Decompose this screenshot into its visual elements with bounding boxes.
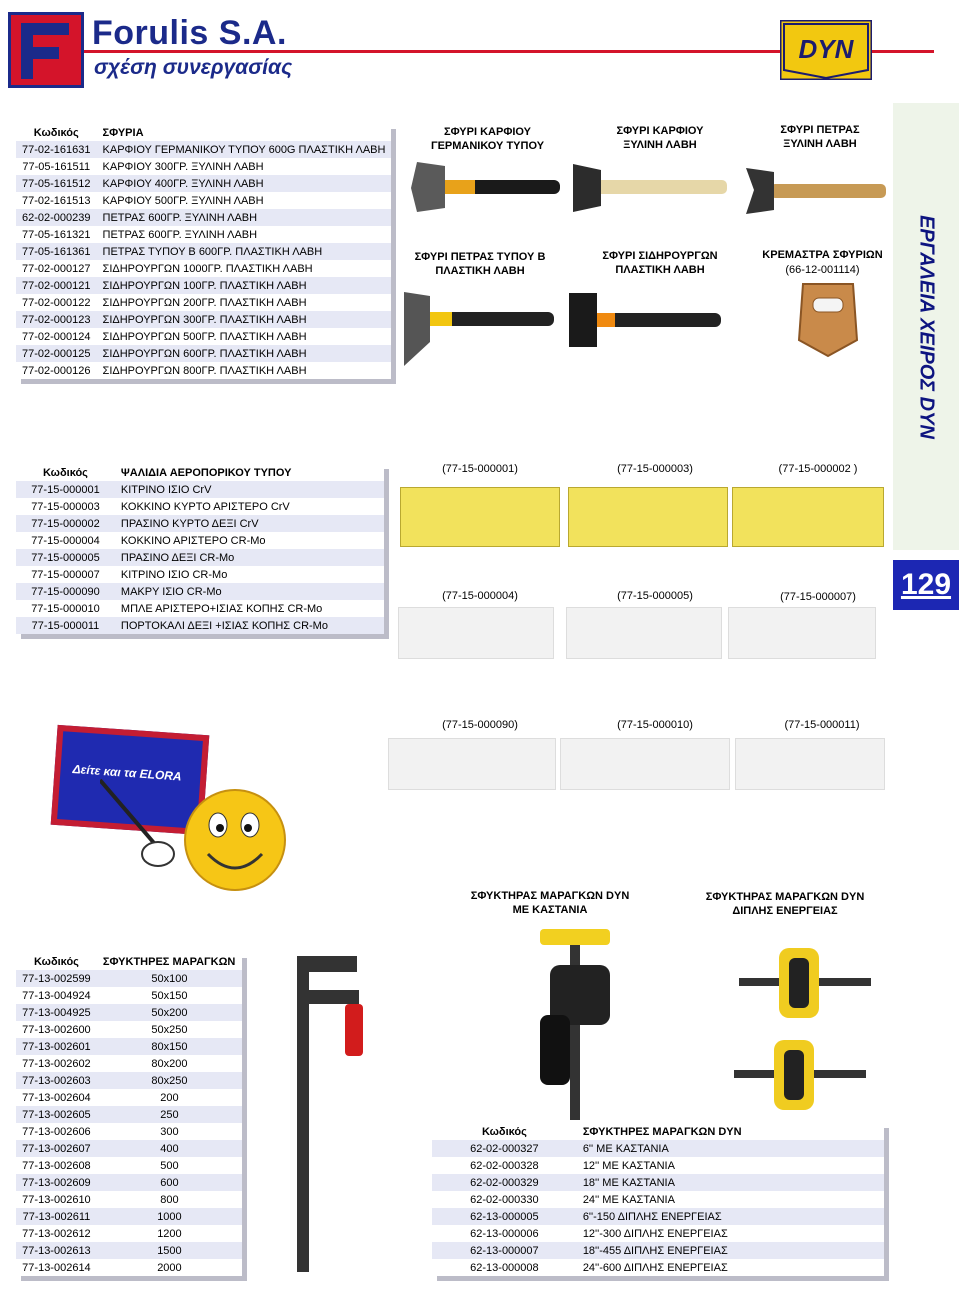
table-row <box>16 987 242 1004</box>
cell-description: ΠΡΑΣΙΝΟ ΔΕΞΙ CR-Mo <box>115 549 384 566</box>
col-header-code: Κωδικός <box>16 953 97 970</box>
cell-code: 62-02-000239 <box>16 209 97 226</box>
cell-code: 77-13-002602 <box>16 1055 97 1072</box>
german-hammer-image <box>405 152 565 222</box>
clamps-table <box>16 953 242 1276</box>
col-header-name: ΣΦΥΚΤΗΡΕΣ ΜΑΡΑΓΚΩΝ <box>97 953 242 970</box>
cell-description: ΠΟΡΤΟΚΑΛΙ ΔΕΞΙ +ΙΣΙΑΣ ΚΟΠΗΣ CR-Mo <box>115 617 384 634</box>
table-row <box>16 243 391 260</box>
category-title: ΕΡΓΑΛΕΙΑ ΧΕΙΡΟΣ DYN <box>915 214 938 439</box>
cell-code: 62-13-000008 <box>432 1259 577 1276</box>
ratchet-clamp-image <box>520 925 630 1125</box>
cell-description: ΜΑΚΡΥ ΙΣΙΟ CR-Mo <box>115 583 384 600</box>
cell-description: ΣΙΔΗΡΟΥΡΓΩΝ 1000ΓΡ. ΠΛΑΣΤΙΚΗ ΛΑΒΗ <box>97 260 392 277</box>
snips-caption: (77-15-000090) <box>442 719 518 731</box>
cell-description: 12'' ΜΕ ΚΑΣΤΑΝΙΑ <box>577 1157 884 1174</box>
table-row <box>16 1004 242 1021</box>
cell-code: 62-13-000005 <box>432 1208 577 1225</box>
table-row <box>16 260 391 277</box>
col-header-code: Κωδικός <box>432 1123 577 1140</box>
table-row <box>432 1157 884 1174</box>
cell-description: ΠΕΤΡΑΣ ΤΥΠΟΥ Β 600ΓΡ. ΠΛΑΣΤΙΚΗ ΛΑΒΗ <box>97 243 392 260</box>
forulis-logo <box>8 12 84 88</box>
cell-description: ΣΙΔΗΡΟΥΡΓΩΝ 200ΓΡ. ΠΛΑΣΤΙΚΗ ΛΑΒΗ <box>97 294 392 311</box>
label-ratchet-clamp: ΣΦΥΚΤΗΡΑΣ ΜΑΡΑΓΚΩΝ DYN ΜΕ ΚΑΣΤΑΝΙΑ <box>470 890 630 916</box>
snips-image-yellow-crmo <box>728 607 876 659</box>
hammers-table <box>16 124 391 379</box>
nail-hammer-wood-image <box>565 158 730 218</box>
cell-code: 62-02-000328 <box>432 1157 577 1174</box>
cell-description: 50x150 <box>97 987 242 1004</box>
cell-code: 62-02-000329 <box>432 1174 577 1191</box>
page-number: 129 <box>893 560 959 610</box>
cell-description: ΚΙΤΡΙΝΟ ΙΣΙΟ CrV <box>115 481 384 498</box>
cell-code: 77-13-002609 <box>16 1174 97 1191</box>
cell-description: 300 <box>97 1123 242 1140</box>
cell-code: 77-13-002612 <box>16 1225 97 1242</box>
table-row <box>16 158 391 175</box>
cell-description: 24'' ΜΕ ΚΑΣΤΑΝΙΑ <box>577 1191 884 1208</box>
cell-description: ΚΙΤΡΙΝΟ ΙΣΙΟ CR-Mo <box>115 566 384 583</box>
cell-description: 250 <box>97 1106 242 1123</box>
cell-code: 77-15-000004 <box>16 532 115 549</box>
dyn-logo <box>780 20 872 80</box>
cell-code: 77-13-002604 <box>16 1089 97 1106</box>
cell-description: 80x200 <box>97 1055 242 1072</box>
elora-promo-text: Δείτε και τα ELORA <box>72 761 183 784</box>
cell-description: 400 <box>97 1140 242 1157</box>
cell-code: 77-02-161513 <box>16 192 97 209</box>
table-row <box>432 1242 884 1259</box>
table-row <box>432 1208 884 1225</box>
cell-code: 77-05-161511 <box>16 158 97 175</box>
table-row <box>432 1225 884 1242</box>
snips-caption: (77-15-000004) <box>442 590 518 602</box>
cell-description: 18''-455 ΔΙΠΛΗΣ ΕΝΕΡΓΕΙΑΣ <box>577 1242 884 1259</box>
cell-description: 6'' ΜΕ ΚΑΣΤΑΝΙΑ <box>577 1140 884 1157</box>
cell-code: 77-15-000002 <box>16 515 115 532</box>
table-row <box>16 566 384 583</box>
table-row <box>16 175 391 192</box>
table-header-row <box>16 953 242 970</box>
cell-description: 50x200 <box>97 1004 242 1021</box>
label-double-clamp: ΣΦΥΚΤΗΡΑΣ ΜΑΡΑΓΚΩΝ DYN ΔΙΠΛΗΣ ΕΝΕΡΓΕΙΑΣ <box>705 891 865 917</box>
table-row <box>16 532 384 549</box>
snips-caption: (77-15-000010) <box>617 719 693 731</box>
cell-description: ΚΑΡΦΙΟΥ 500ΓΡ. ΞΥΛΙΝΗ ΛΑΒΗ <box>97 192 392 209</box>
cell-description: ΣΙΔΗΡΟΥΡΓΩΝ 100ΓΡ. ΠΛΑΣΤΙΚΗ ΛΑΒΗ <box>97 277 392 294</box>
cell-description: 600 <box>97 1174 242 1191</box>
table-row <box>16 328 391 345</box>
snips-image-red-crmo <box>398 607 554 659</box>
stone-hammer-b-image <box>400 282 560 377</box>
cell-description: ΣΙΔΗΡΟΥΡΓΩΝ 300ΓΡ. ΠΛΑΣΤΙΚΗ ΛΑΒΗ <box>97 311 392 328</box>
dyn-logo-text: DYN <box>798 34 854 64</box>
table-row <box>16 1123 242 1140</box>
col-header-name: ΣΦΥΡΙΑ <box>97 124 392 141</box>
snips-caption: (77-15-000011) <box>784 719 860 731</box>
table-row <box>16 970 242 987</box>
snips-image-green-crmo <box>566 607 722 659</box>
table-header-row <box>16 464 384 481</box>
snips-image-red-left <box>568 487 728 547</box>
snips-table <box>16 464 384 634</box>
table-row <box>16 1038 242 1055</box>
label-blacksmith-hammer: ΣΦΥΡΙ ΣΙΔΗΡΟΥΡΓΩΝ ΠΛΑΣΤΙΚΗ ΛΑΒΗ <box>602 250 718 276</box>
table-row <box>16 1242 242 1259</box>
table-row <box>16 345 391 362</box>
table-row <box>16 1055 242 1072</box>
cell-description: ΜΠΛΕ ΑΡΙΣΤΕΡΟ+ΙΣΙΑΣ ΚΟΠΗΣ CR-Mo <box>115 600 384 617</box>
table-row <box>16 1174 242 1191</box>
holder-code: (66-12-001114) <box>785 264 860 276</box>
cell-description: 50x100 <box>97 970 242 987</box>
snips-caption: (77-15-000007) <box>780 591 856 603</box>
cell-description: 80x150 <box>97 1038 242 1055</box>
cell-code: 77-05-161361 <box>16 243 97 260</box>
cell-code: 62-02-000330 <box>432 1191 577 1208</box>
cell-code: 77-13-002608 <box>16 1157 97 1174</box>
table-row <box>16 141 391 158</box>
cell-description: 12''-300 ΔΙΠΛΗΣ ΕΝΕΡΓΕΙΑΣ <box>577 1225 884 1242</box>
table-row <box>16 1225 242 1242</box>
table-header-row <box>16 124 391 141</box>
cell-code: 77-13-002611 <box>16 1208 97 1225</box>
cell-code: 77-02-000123 <box>16 311 97 328</box>
snips-image-orange <box>735 738 885 790</box>
table-row <box>16 226 391 243</box>
snips-caption: (77-15-000005) <box>617 590 693 602</box>
cell-description: 80x250 <box>97 1072 242 1089</box>
cell-code: 77-02-000122 <box>16 294 97 311</box>
cell-code: 77-13-002606 <box>16 1123 97 1140</box>
table-row <box>16 1208 242 1225</box>
snips-caption: (77-15-000001) <box>442 463 518 475</box>
table-row <box>16 481 384 498</box>
cell-code: 77-15-000011 <box>16 617 115 634</box>
table-row <box>16 1191 242 1208</box>
table-row <box>16 294 391 311</box>
table-row <box>16 1140 242 1157</box>
table-row <box>16 583 384 600</box>
table-row <box>16 277 391 294</box>
table-row <box>16 498 384 515</box>
cell-description: ΣΙΔΗΡΟΥΡΓΩΝ 600ΓΡ. ΠΛΑΣΤΙΚΗ ΛΑΒΗ <box>97 345 392 362</box>
cell-code: 77-02-000127 <box>16 260 97 277</box>
table-row <box>16 1157 242 1174</box>
label-nail-hammer-wood: ΣΦΥΡΙ ΚΑΡΦΙΟΥ ΞΥΛΙΝΗ ΛΑΒΗ <box>616 125 704 151</box>
label-stone-hammer-b: ΣΦΥΡΙ ΠΕΤΡΑΣ ΤΥΠΟΥ Β ΠΛΑΣΤΙΚΗ ΛΑΒΗ <box>414 251 546 277</box>
cell-code: 77-02-000124 <box>16 328 97 345</box>
label-hammer-holder: ΚΡΕΜΑΣΤΡΑ ΣΦΥΡΙΩΝ <box>762 249 883 261</box>
cell-code: 77-13-002605 <box>16 1106 97 1123</box>
brand-name: Forulis S.A. <box>92 14 287 52</box>
cell-code: 77-02-000126 <box>16 362 97 379</box>
table-row <box>432 1174 884 1191</box>
cell-description: ΣΙΔΗΡΟΥΡΓΩΝ 800ΓΡ. ΠΛΑΣΤΙΚΗ ΛΑΒΗ <box>97 362 392 379</box>
snips-image-green-right <box>732 487 884 547</box>
table-row <box>16 1089 242 1106</box>
col-header-name: ΣΦΥΚΤΗΡΕΣ ΜΑΡΑΓΚΩΝ DYN <box>577 1123 884 1140</box>
cell-code: 77-15-000003 <box>16 498 115 515</box>
stone-hammer-wood-image <box>740 160 890 220</box>
cell-code: 77-13-002614 <box>16 1259 97 1276</box>
cell-description: 1500 <box>97 1242 242 1259</box>
table-row <box>16 1021 242 1038</box>
cell-code: 77-13-002600 <box>16 1021 97 1038</box>
double-clamp-image-bottom <box>730 1030 870 1120</box>
table-row <box>16 1259 242 1276</box>
cell-code: 77-15-000090 <box>16 583 115 600</box>
cell-code: 77-13-002603 <box>16 1072 97 1089</box>
table-row <box>432 1191 884 1208</box>
table-row <box>16 549 384 566</box>
cell-description: ΚΟΚΚΙΝΟ ΑΡΙΣΤΕΡΟ CR-Mo <box>115 532 384 549</box>
cell-description: 2000 <box>97 1259 242 1276</box>
snips-caption: (77-15-000002 ) <box>778 463 858 475</box>
cell-description: 6''-150 ΔΙΠΛΗΣ ΕΝΕΡΓΕΙΑΣ <box>577 1208 884 1225</box>
brand-tagline: σχέση συνεργασίας <box>94 56 293 79</box>
table-row <box>16 1106 242 1123</box>
table-row <box>16 1072 242 1089</box>
table-row <box>16 515 384 532</box>
table-row <box>16 617 384 634</box>
cell-code: 77-13-002613 <box>16 1242 97 1259</box>
table-row <box>16 192 391 209</box>
cell-code: 77-02-161631 <box>16 141 97 158</box>
double-clamp-image-top <box>735 938 875 1028</box>
table-row <box>432 1140 884 1157</box>
table-row <box>16 600 384 617</box>
snips-image-yellow-straight <box>400 487 560 547</box>
snips-image-long <box>388 738 556 790</box>
blacksmith-hammer-image <box>565 285 725 365</box>
table-row <box>16 311 391 328</box>
cell-code: 62-02-000327 <box>432 1140 577 1157</box>
cell-description: ΚΟΚΚΙΝΟ ΚΥΡΤΟ ΑΡΙΣΤΕΡΟ CrV <box>115 498 384 515</box>
cell-code: 62-13-000007 <box>432 1242 577 1259</box>
hammer-holder-image <box>795 280 861 360</box>
cell-description: 1000 <box>97 1208 242 1225</box>
label-german-hammer: ΣΦΥΡΙ ΚΑΡΦΙΟΥ ΓΕΡΜΑΝΙΚΟΥ ΤΥΠΟΥ <box>430 126 545 152</box>
cell-description: 24''-600 ΔΙΠΛΗΣ ΕΝΕΡΓΕΙΑΣ <box>577 1259 884 1276</box>
cell-description: 50x250 <box>97 1021 242 1038</box>
col-header-code: Κωδικός <box>16 464 115 481</box>
cell-code: 77-15-000007 <box>16 566 115 583</box>
snips-image-blue <box>560 738 730 790</box>
cell-code: 77-13-002607 <box>16 1140 97 1157</box>
cell-code: 77-13-004925 <box>16 1004 97 1021</box>
cell-description: ΚΑΡΦΙΟΥ 400ΓΡ. ΞΥΛΙΝΗ ΛΑΒΗ <box>97 175 392 192</box>
table-row <box>16 362 391 379</box>
cell-description: ΠΡΑΣΙΝΟ ΚΥΡΤΟ ΔΕΞΙ CrV <box>115 515 384 532</box>
cell-description: ΚΑΡΦΙΟΥ 300ΓΡ. ΞΥΛΙΝΗ ΛΑΒΗ <box>97 158 392 175</box>
table-row <box>432 1259 884 1276</box>
cell-description: ΠΕΤΡΑΣ 600ΓΡ. ΞΥΛΙΝΗ ΛΑΒΗ <box>97 226 392 243</box>
table-row <box>16 209 391 226</box>
cell-code: 77-13-004924 <box>16 987 97 1004</box>
cell-code: 77-05-161512 <box>16 175 97 192</box>
cell-code: 77-02-000121 <box>16 277 97 294</box>
cell-code: 77-13-002599 <box>16 970 97 987</box>
cell-description: 500 <box>97 1157 242 1174</box>
col-header-name: ΨΑΛΙΔΙΑ ΑΕΡΟΠΟΡΙΚΟΥ ΤΥΠΟΥ <box>115 464 384 481</box>
cell-code: 77-15-000010 <box>16 600 115 617</box>
cell-description: ΚΑΡΦΙΟΥ ΓΕΡΜΑΝΙΚΟΥ ΤΥΠΟΥ 600G ΠΛΑΣΤΙΚΗ ΛΑΒΗ <box>97 141 392 158</box>
cell-code: 77-15-000001 <box>16 481 115 498</box>
f-clamp-image <box>285 952 385 1277</box>
cell-code: 77-13-002601 <box>16 1038 97 1055</box>
cell-code: 62-13-000006 <box>432 1225 577 1242</box>
cell-description: 800 <box>97 1191 242 1208</box>
cell-description: 18'' ΜΕ ΚΑΣΤΑΝΙΑ <box>577 1174 884 1191</box>
smiley-icon <box>100 770 290 900</box>
label-stone-hammer-wood: ΣΦΥΡΙ ΠΕΤΡΑΣ ΞΥΛΙΝΗ ΛΑΒΗ <box>780 124 860 150</box>
cell-code: 77-13-002610 <box>16 1191 97 1208</box>
cell-description: ΣΙΔΗΡΟΥΡΓΩΝ 500ΓΡ. ΠΛΑΣΤΙΚΗ ΛΑΒΗ <box>97 328 392 345</box>
snips-caption: (77-15-000003) <box>617 463 693 475</box>
table-header-row <box>432 1123 884 1140</box>
col-header-code: Κωδικός <box>16 124 97 141</box>
cell-code: 77-02-000125 <box>16 345 97 362</box>
cell-description: ΠΕΤΡΑΣ 600ΓΡ. ΞΥΛΙΝΗ ΛΑΒΗ <box>97 209 392 226</box>
cell-code: 77-15-000005 <box>16 549 115 566</box>
cell-description: 1200 <box>97 1225 242 1242</box>
category-side-tab <box>893 103 959 550</box>
cell-code: 77-05-161321 <box>16 226 97 243</box>
dyn-clamps-table <box>432 1123 884 1276</box>
cell-description: 200 <box>97 1089 242 1106</box>
